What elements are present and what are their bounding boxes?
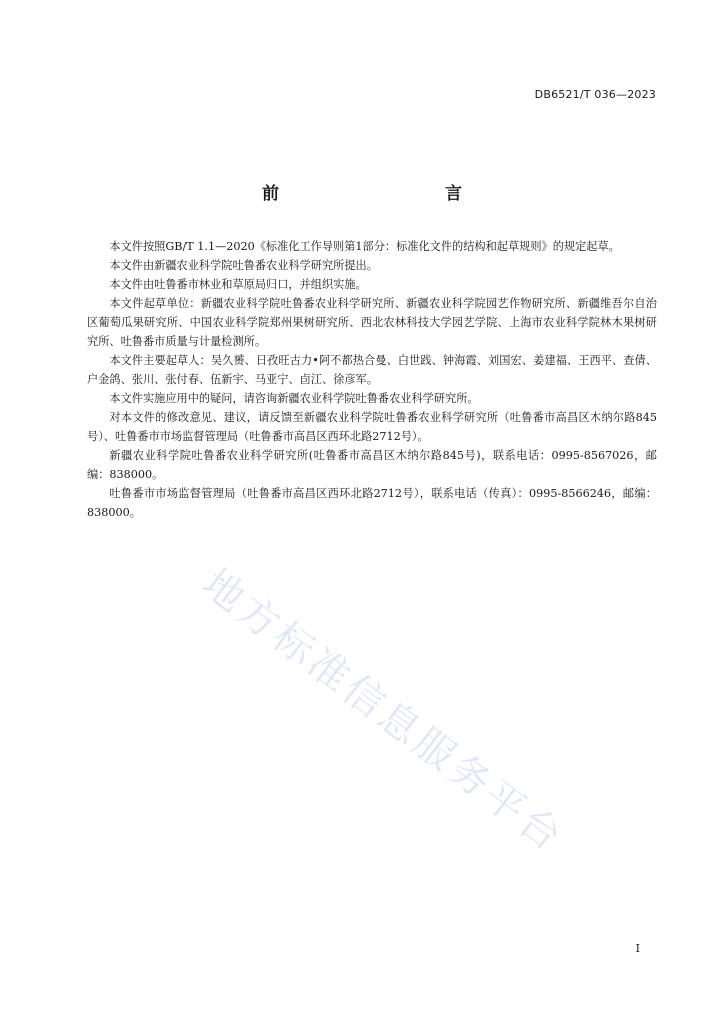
paragraph-drafting-units: 本文件起草单位：新疆农业科学院吐鲁番农业科学研究所、新疆农业科学院园艺作物研究所、新疆维吾尔自治区葡萄瓜果研究所、中国农业科学院郑州果树研究所、西北农林科技大学园艺学院、上海市农业科学院林木果树研究所、吐鲁番市质量与计量检测所。 [87,297,657,348]
paragraph-feedback: 对本文件的修改意见、建议，请反馈至新疆农业科学院吐鲁番农业科学研究所（吐鲁番市高昌区木纳尔路845号）、吐鲁番市市场监督管理局（吐鲁番市高昌区西环北路2712号）。 [87,411,657,443]
page-number: I [635,942,640,955]
paragraph-inquiry: 本文件实施应用中的疑问，请咨询新疆农业科学院吐鲁番农业科学研究所。 [109,392,479,405]
foreword-body [87,237,657,522]
paragraph-drafters: 本文件主要起草人：吴久赟、日孜旺古力•阿不都热合曼、白世践、钟海霞、刘国宏、姜建福、王西平、查倩、户金鸽、张川、张付春、伍新宇、马亚宁、卣江、徐彦军。 [87,354,657,386]
page-title: 前 言 [262,184,506,204]
watermark: 地方标准信息服务平台 [193,560,573,863]
paragraph-drafting-basis: 本文件按照GB/T 1.1—2020《标准化工作导则第1部分：标准化文件的结构和起草规则》的规定起草。 [109,240,620,253]
paragraph-contact-institute: 新疆农业科学院吐鲁番农业科学研究所(吐鲁番市高昌区木纳尔路845号)，联系电话：0995-8567026，邮编：838000。 [87,449,657,481]
paragraph-proposer: 本文件由新疆农业科学院吐鲁番农业科学研究所提出。 [109,259,378,272]
standard-code: DB6521/T 036—2023 [534,88,656,101]
paragraph-administrator: 本文件由吐鲁番市林业和草原局归口，并组织实施。 [109,278,367,291]
paragraph-contact-bureau: 吐鲁番市市场监督管理局（吐鲁番市高昌区西环北路2712号），联系电话（传真）：0995-8566246，邮编：838000。 [87,487,657,519]
